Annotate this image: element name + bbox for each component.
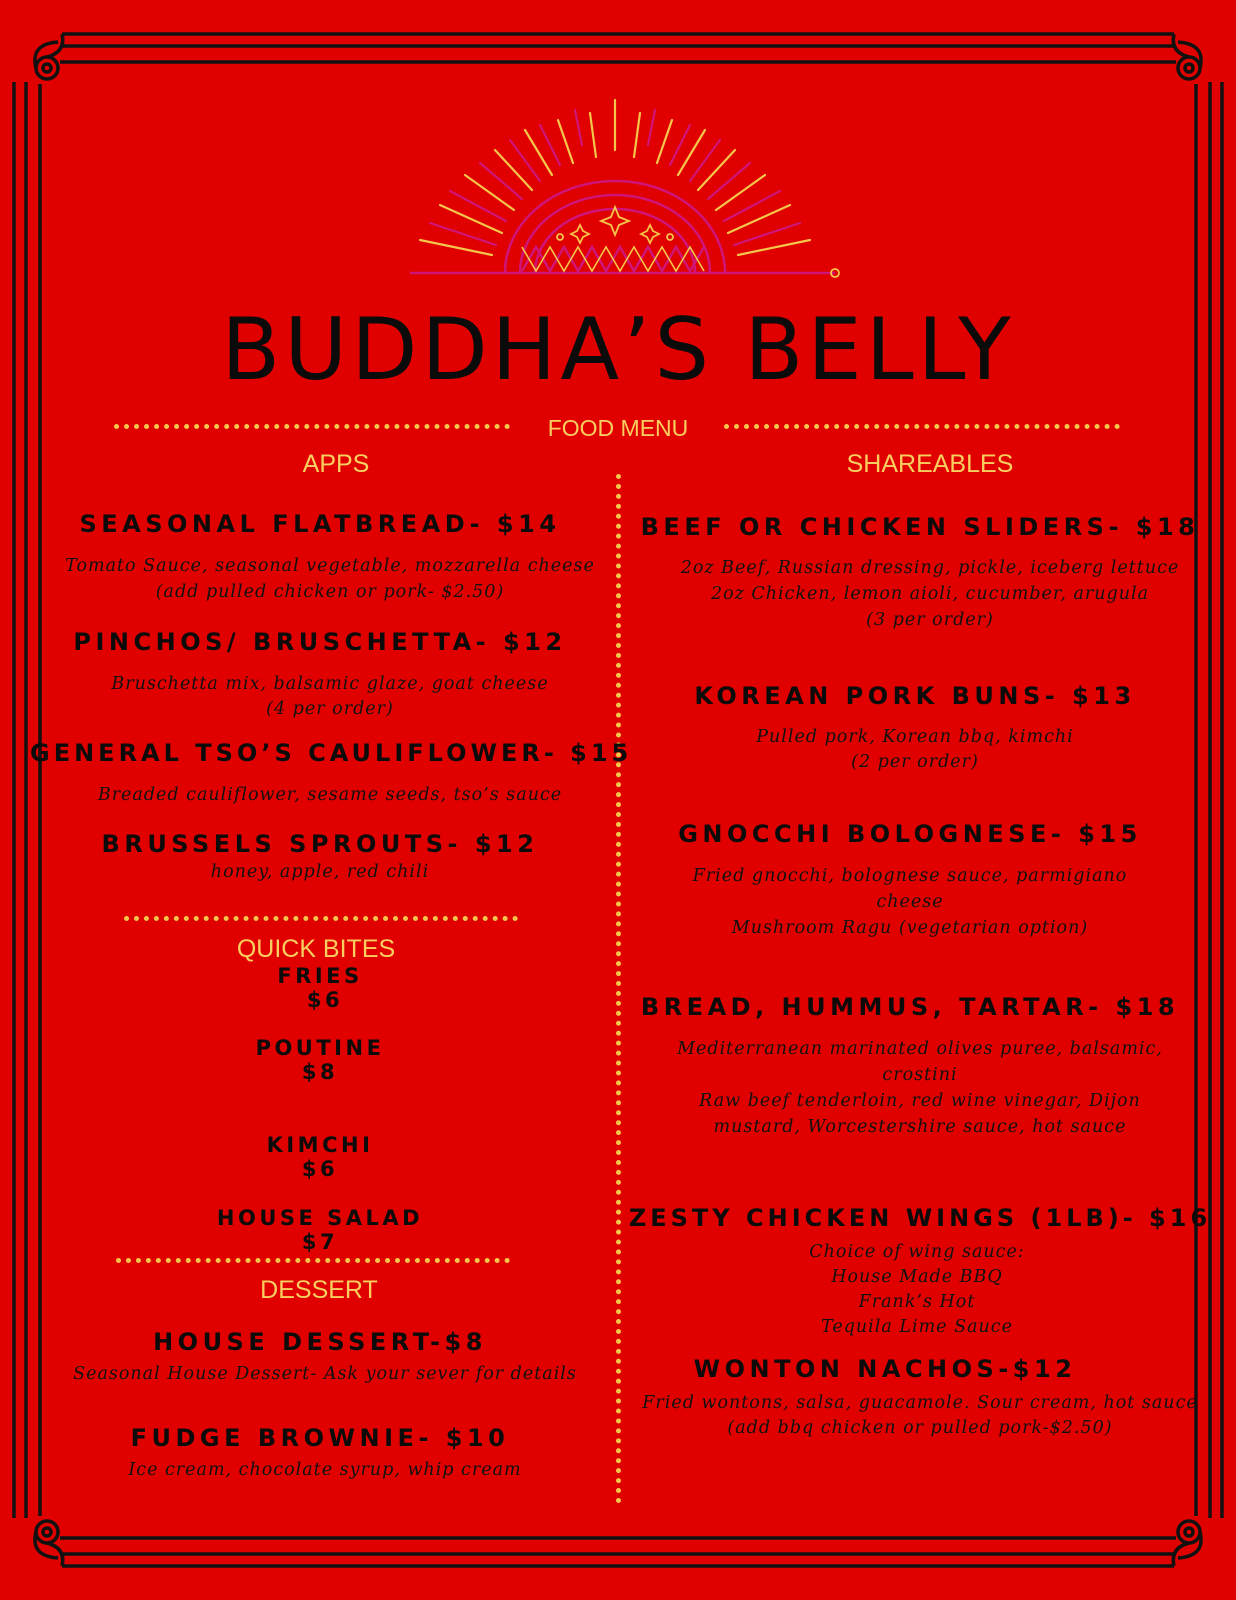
menu-item-description: Fried gnocchi, bolognese sauce, parmigiano [692, 866, 1128, 886]
menu-item-description: Tequila Lime Sauce [821, 1317, 1013, 1337]
quick-bite-name: FRIES [277, 964, 363, 988]
quick-bites-divider [124, 916, 518, 921]
quick-bite-price: $7 [301, 1230, 339, 1254]
quick-bite-price: $6 [306, 988, 344, 1012]
menu-item-description: Breaded cauliflower, sesame seeds, tso’s sauce [97, 785, 563, 805]
menu-item-description: Tomato Sauce, seasonal vegetable, mozzarella cheese [65, 556, 595, 576]
menu-item-name: PINCHOS/ BRUSCHETTA- $12 [73, 628, 567, 656]
menu-item-description: 2oz Beef, Russian dressing, pickle, iceberg lettuce [680, 558, 1180, 578]
menu-item-description: House Made BBQ [831, 1267, 1003, 1287]
quick-bite-name: HOUSE SALAD [216, 1206, 424, 1230]
apps-heading: APPS [302, 450, 370, 478]
menu-item-name: BREAD, HUMMUS, TARTAR- $18 [640, 993, 1180, 1021]
menu-item-description: Pulled pork, Korean bbq, kimchi [756, 727, 1074, 747]
menu-item-description: Frank’s Hot [858, 1292, 976, 1312]
menu-item-description: Fried wontons, salsa, guacamole. Sour cream, hot sauce [642, 1393, 1198, 1413]
menu-item-description: mustard, Worcestershire sauce, hot sauce [713, 1117, 1127, 1137]
menu-item-description: (add pulled chicken or pork- $2.50) [155, 582, 505, 602]
menu-item-description: (4 per order) [266, 699, 394, 719]
menu-item-name: WONTON NACHOS-$12 [693, 1355, 1077, 1383]
menu-item-name: ZESTY CHICKEN WINGS (1LB)- $16 [628, 1204, 1212, 1232]
menu-item-description: honey, apple, red chili [210, 862, 430, 882]
sunrise-mandala-icon [410, 95, 870, 295]
divider-right [724, 424, 1120, 429]
divider-left [114, 424, 510, 429]
menu-item-description: (2 per order) [851, 752, 979, 772]
menu-item-description: Mushroom Ragu (vegetarian option) [731, 918, 1089, 938]
menu-item-name: HOUSE DESSERT-$8 [153, 1328, 487, 1356]
menu-item-name: KOREAN PORK BUNS- $13 [694, 682, 1136, 710]
dessert-divider [116, 1258, 510, 1263]
quick-bite-price: $8 [301, 1060, 339, 1084]
menu-item-description: Raw beef tenderloin, red wine vinegar, Dijon [699, 1091, 1141, 1111]
menu-label: FOOD MENU [547, 415, 689, 441]
restaurant-name: BUDDHA’S BELLY [221, 300, 1015, 400]
menu-item-description: (add bbq chicken or pulled pork-$2.50) [727, 1418, 1113, 1438]
menu-item-description: Seasonal House Dessert- Ask your sever for details [73, 1364, 577, 1384]
menu-item-name: BEEF OR CHICKEN SLIDERS- $18 [640, 513, 1200, 541]
menu-item-description: 2oz Chicken, lemon aioli, cucumber, arugula [710, 584, 1150, 604]
quick-bite-name: POUTINE [255, 1036, 385, 1060]
menu-item-description: cheese [876, 892, 944, 912]
menu-item-name: BRUSSELS SPROUTS- $12 [101, 830, 539, 858]
menu-item-description: Ice cream, chocolate syrup, whip cream [128, 1460, 522, 1480]
quick-bites-heading: QUICK BITES [236, 935, 396, 963]
menu-item-name: SEASONAL FLATBREAD- $14 [79, 510, 561, 538]
dessert-heading: DESSERT [260, 1276, 378, 1304]
menu-item-description: Bruschetta mix, balsamic glaze, goat cheese [111, 674, 549, 694]
menu-item-description: Choice of wing sauce: [809, 1242, 1025, 1262]
menu-item-description: Mediterranean marinated olives puree, balsamic, [677, 1039, 1163, 1059]
menu-item-description: crostini [882, 1065, 958, 1085]
quick-bite-price: $6 [301, 1157, 339, 1181]
quick-bite-name: KIMCHI [266, 1133, 374, 1157]
shareables-heading: SHAREABLES [846, 450, 1014, 478]
menu-item-description: (3 per order) [866, 610, 994, 630]
menu-item-name: GNOCCHI BOLOGNESE- $15 [678, 820, 1142, 848]
menu-item-name: FUDGE BROWNIE- $10 [130, 1424, 510, 1452]
menu-item-name: GENERAL TSO’S CAULIFLOWER- $15 [30, 739, 633, 767]
